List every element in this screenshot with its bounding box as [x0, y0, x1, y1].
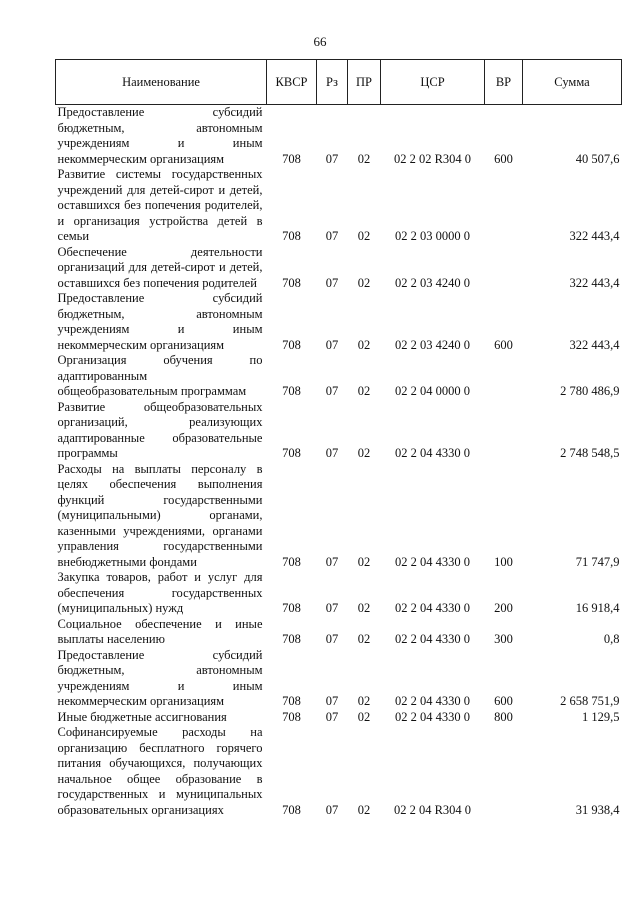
- row-sum: 0,8: [603, 632, 620, 646]
- row-sum: 1 129,5: [582, 709, 620, 724]
- row-csr: 02 2 04 4330 0: [395, 446, 470, 460]
- row-pr: 02: [357, 709, 371, 724]
- row-sum: 31 938,4: [575, 802, 620, 817]
- row-csr: 02 2 03 0000 0: [395, 229, 470, 243]
- row-rz: 07: [325, 709, 339, 724]
- row-rz: 07: [325, 229, 339, 243]
- row-pr: 02: [357, 601, 371, 615]
- table-row: [56, 648, 622, 710]
- row-csr: 02 2 04 4330 0: [395, 694, 470, 708]
- row-csr: 02 2 04 R304 0: [393, 802, 472, 817]
- row-csr: 02 2 04 4330 0: [395, 601, 470, 615]
- row-rz: 07: [325, 601, 339, 615]
- row-rz: 07: [325, 694, 339, 708]
- header-rz: Рз: [317, 60, 348, 105]
- row-vr: 300: [494, 632, 513, 646]
- row-vr: [485, 353, 523, 400]
- row-kvsr: 708: [282, 151, 301, 166]
- row-pr: 02: [357, 632, 371, 646]
- row-csr: 02 2 03 4240 0: [395, 337, 470, 352]
- table-row: [56, 291, 622, 353]
- row-kvsr: 708: [282, 554, 301, 569]
- table-row: [56, 245, 622, 292]
- row-pr: 02: [357, 337, 371, 352]
- row-sum: 71 747,9: [575, 554, 620, 569]
- row-kvsr: 708: [282, 337, 301, 352]
- row-rz: 07: [325, 446, 339, 460]
- row-csr: 02 2 04 4330 0: [395, 554, 470, 569]
- table-body: [56, 105, 622, 819]
- row-name: Иные бюджетные ассигнования: [57, 709, 227, 724]
- header-sum: Сумма: [523, 60, 622, 105]
- row-vr: 600: [494, 337, 513, 352]
- row-rz: 07: [325, 337, 339, 352]
- row-sum: 40 507,6: [575, 151, 620, 166]
- row-rz: 07: [325, 384, 339, 398]
- header-vr: ВР: [485, 60, 523, 105]
- row-vr: 100: [494, 554, 513, 569]
- row-pr: 02: [357, 694, 371, 708]
- row-kvsr: 708: [282, 275, 301, 290]
- row-vr: 600: [494, 694, 513, 708]
- row-pr: 02: [357, 229, 371, 243]
- header-csr: ЦСР: [381, 60, 485, 105]
- row-vr: [485, 400, 523, 462]
- row-pr: 02: [357, 802, 371, 817]
- row-rz: 07: [325, 151, 339, 166]
- table-header-row: [56, 60, 622, 105]
- row-csr: 02 2 03 4240 0: [395, 275, 470, 290]
- row-csr: 02 2 04 4330 0: [395, 632, 470, 646]
- row-pr: 02: [357, 275, 371, 290]
- table-row: [56, 462, 622, 571]
- row-csr: 02 2 04 4330 0: [395, 709, 470, 724]
- header-pr: ПР: [348, 60, 381, 105]
- row-vr: 200: [494, 601, 513, 615]
- row-pr: 02: [357, 384, 371, 398]
- row-rz: 07: [325, 275, 339, 290]
- row-name: Расходы на выплаты персоналу в целях обеспечения выполнения функций государственными (муниципальными) органами, казенными учреждениями, органами управления государственными внебюджетными фондами: [57, 461, 263, 569]
- row-name: Развитие системы государственных учреждений для детей-сирот и детей, оставшихся без попечения родителей, и организация устройства детей в семьи: [57, 167, 263, 243]
- row-rz: 07: [325, 554, 339, 569]
- row-rz: 07: [325, 802, 339, 817]
- row-name: Обеспечение деятельности организаций для детей-сирот и детей, оставшихся без попечения родителей: [57, 244, 263, 290]
- row-rz: 07: [325, 632, 339, 646]
- row-name: Развитие общеобразовательных организаций, реализующих адаптированные образовательные программы: [57, 399, 263, 460]
- row-kvsr: 708: [282, 384, 301, 398]
- page-number: 66: [313, 34, 327, 49]
- table-row: [56, 617, 622, 648]
- table-row: [56, 353, 622, 400]
- budget-table: [55, 59, 622, 818]
- row-name: Социальное обеспечение и иные выплаты населению: [57, 616, 263, 646]
- row-vr: 600: [494, 151, 513, 166]
- row-pr: 02: [357, 554, 371, 569]
- row-kvsr: 708: [282, 601, 301, 615]
- header-name: Наименование: [56, 60, 267, 105]
- row-vr: [485, 245, 523, 292]
- table-row: [56, 725, 622, 818]
- row-name: Организация обучения по адаптированным общеобразовательным программам: [57, 353, 263, 398]
- table-row: [56, 105, 622, 168]
- row-vr: [485, 725, 523, 818]
- row-vr: 800: [494, 709, 513, 724]
- row-sum: 322 443,4: [569, 275, 620, 290]
- row-sum: 2 780 486,9: [560, 384, 620, 398]
- row-name: Софинансируемые расходы на организацию бесплатного горячего питания обучающихся, получающих начальное общее образование в государственных и муниципальных образовательных организациях: [57, 725, 263, 817]
- row-sum: 2 658 751,9: [560, 694, 620, 708]
- row-sum: 16 918,4: [575, 601, 620, 615]
- row-pr: 02: [357, 446, 371, 460]
- row-csr: 02 2 04 0000 0: [395, 384, 470, 398]
- row-kvsr: 708: [282, 709, 301, 724]
- row-name: Закупка товаров, работ и услуг для обеспечения государственных (муниципальных) нужд: [57, 570, 263, 615]
- row-kvsr: 708: [282, 632, 301, 646]
- row-kvsr: 708: [282, 802, 301, 817]
- header-kvsr: КВСР: [267, 60, 317, 105]
- row-sum: 322 443,4: [569, 337, 620, 352]
- table-row: [56, 167, 622, 245]
- row-name: Предоставление субсидий бюджетным, автономным учреждениям и иным некоммерческим организациям: [57, 291, 263, 352]
- row-kvsr: 708: [282, 694, 301, 708]
- row-name: Предоставление субсидий бюджетным, автономным учреждениям и иным некоммерческим организациям: [57, 105, 263, 166]
- row-sum: 2 748 548,5: [560, 446, 620, 460]
- row-kvsr: 708: [282, 229, 301, 243]
- row-pr: 02: [357, 151, 371, 166]
- table-row: [56, 400, 622, 462]
- table-row: [56, 710, 622, 726]
- row-vr: [485, 167, 523, 245]
- row-csr: 02 2 02 R304 0: [393, 151, 472, 166]
- row-kvsr: 708: [282, 446, 301, 460]
- row-name: Предоставление субсидий бюджетным, автономным учреждениям и иным некоммерческим организациям: [57, 647, 263, 708]
- table-row: [56, 570, 622, 617]
- row-sum: 322 443,4: [569, 229, 620, 243]
